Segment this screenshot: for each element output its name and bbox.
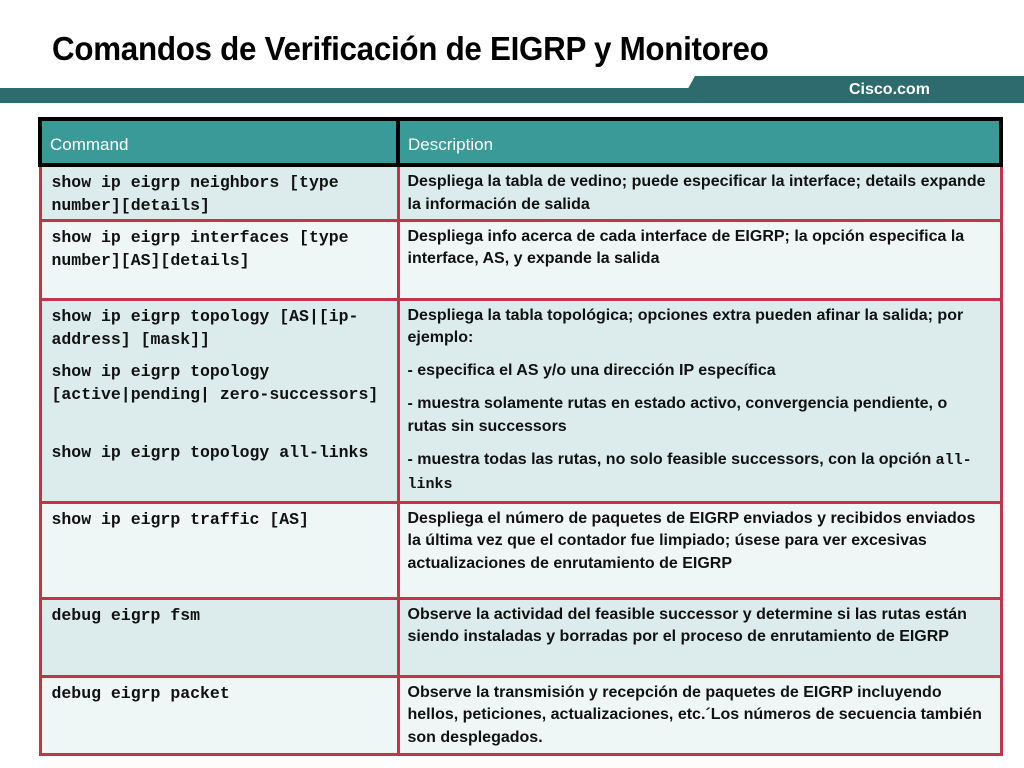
cisco-brand-label: Cisco.com [849,81,930,98]
command-cell: show ip eigrp topology [AS|[ip-address] [mask]] [40,299,398,356]
command-cell: show ip eigrp neighbors [type number][details] [40,165,398,220]
table-row [40,165,1001,220]
table-row [40,598,1001,676]
table-row [40,676,1001,754]
header-command: Command [40,119,398,165]
description-cell: Despliega la tabla de vedino; puede especificar la interface; details expande la información de salida [398,165,1001,220]
description-cell: Observe la transmisión y recepción de paquetes de EIGRP incluyendo hellos, peticiones, actualizaciones, etc.´Los números de secuencia también son desplegados. [398,676,1001,754]
slide-title: Comandos de Verificación de EIGRP y Monitoreo [52,30,769,67]
description-cell [398,299,1001,502]
command-cell: show ip eigrp topology [active|pending| zero-successors] [40,356,398,437]
description-cell: Despliega info acerca de cada interface de EIGRP; la opción especifica la interface, AS, y expande la salida [398,220,1001,299]
table-row [40,299,1001,356]
description-cell: Observe la actividad del feasible successor y determine si las rutas están siendo instaladas y borradas por el proceso de enrutamiento de EIGRP [398,598,1001,676]
header-description: Description [398,119,1001,165]
table-row [40,220,1001,299]
inline-code: all-links [407,452,972,493]
description-line: - muestra solamente rutas en estado activo, convergencia pendiente, o rutas sin successors [407,395,948,435]
description-line: Despliega la tabla topológica; opciones extra pueden afinar la salida; por ejemplo: [407,306,964,346]
command-cell: show ip eigrp topology all-links [40,437,398,502]
command-cell: show ip eigrp traffic [AS] [40,502,398,598]
table-row [40,502,1001,598]
command-cell: show ip eigrp interfaces [type number][AS][details] [40,220,398,299]
description-text: - muestra todas las rutas, no solo feasible successors, con la opción [407,451,936,468]
table-header-row [40,119,1001,165]
command-cell: debug eigrp packet [40,676,398,754]
description-line: - especifica el AS y/o una dirección IP específica [407,361,776,379]
eigrp-commands-table [38,117,1003,756]
description-line [408,449,990,496]
description-cell: Despliega el número de paquetes de EIGRP enviados y recibidos enviados la última vez que el contador fue limpiado; úsese para ver excesivas actualizaciones de enrutamiento de EIGRP [398,502,1001,598]
command-cell: debug eigrp fsm [40,598,398,676]
